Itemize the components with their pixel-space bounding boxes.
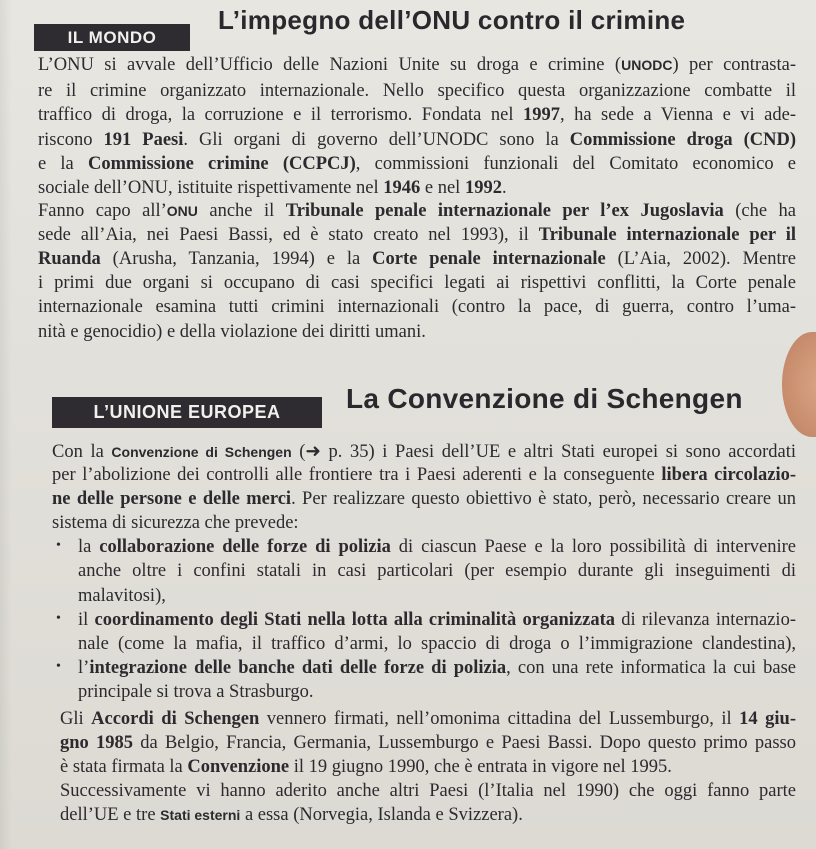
bold-term: gno 1985 <box>60 733 134 753</box>
text-run: dell’UE e tre <box>60 805 161 825</box>
text-run: i primi due organi si occupano di casi specifici legati ai rispettivi conflitti, la Corte penale <box>38 273 796 293</box>
highlight-term: ONU <box>166 203 198 219</box>
bold-term: coordinamento degli Stati nella lotta alla criminalità organizzata <box>94 610 615 630</box>
text-run: internazionale esamina tutti crimini internazionali (contro la pace, di guerra, contro l’uma- <box>38 297 796 317</box>
page-fold-shadow <box>0 0 12 849</box>
section1-line <box>38 223 796 247</box>
text-run: di rilevanza internazio- <box>614 610 796 630</box>
section1-line <box>38 53 796 77</box>
bullet-point-icon: • <box>56 611 61 626</box>
highlight-term: Convenzione di Schengen <box>111 444 292 460</box>
section2-line <box>52 487 796 511</box>
section2-line <box>60 731 796 755</box>
section-badge-unione-europea: L’UNIONE EUROPEA <box>52 397 322 428</box>
text-run: ) per contrasta- <box>672 55 797 75</box>
section-badge-il-mondo: IL MONDO <box>34 24 190 51</box>
section1-line <box>38 247 796 271</box>
text-run: , con una rete informatica la cui base <box>506 658 796 678</box>
bold-term: integrazione delle banche dati delle forze di polizia <box>89 658 507 678</box>
bold-term: 1946 <box>383 178 421 198</box>
bold-term: 1992 <box>464 178 502 198</box>
section2-line <box>78 656 796 680</box>
text-run: principale si trova a Strasburgo. <box>78 682 314 702</box>
section2-line <box>78 535 796 559</box>
text-run: Gli <box>60 709 92 729</box>
text-run: traffico di droga, la corruzione e il terrorismo. Fondata nel <box>38 105 523 125</box>
section1-line <box>38 271 796 295</box>
section1-line <box>38 295 796 319</box>
bold-term: 14 giu- <box>739 709 797 729</box>
bold-term: Convenzione <box>187 757 290 777</box>
text-run: nale (come la mafia, il traffico d’armi, lo spaccio di droga o l’immigrazione clandestina), <box>78 634 796 654</box>
section2-line <box>52 463 796 487</box>
text-run: vennero firmati, nell’omonima cittadina del Lussemburgo, il <box>259 709 740 729</box>
bullet-point-icon: • <box>56 538 61 553</box>
bold-term: 191 Paesi <box>103 130 184 150</box>
text-run: anche il <box>197 201 286 221</box>
section1-line <box>38 128 796 152</box>
section2-line <box>60 779 796 803</box>
text-run: da Belgio, Francia, Germania, Lussemburgo e Paesi Bassi. Dopo questo primo passo <box>133 733 796 753</box>
section2-line <box>60 755 672 779</box>
text-run: la <box>78 537 100 557</box>
section1-line <box>38 199 796 223</box>
text-run: l’ <box>78 658 90 678</box>
highlight-term: Stati esterni <box>160 807 241 823</box>
text-run: di ciascun Paese e la loro possibilità di intervenire <box>390 537 796 557</box>
section-title-onu: L’impegno dell’ONU contro il crimine <box>218 5 686 35</box>
bold-term: Commissione crimine (CCPCJ) <box>87 154 356 174</box>
text-run: a essa (Norvegia, Islanda e Svizzera). <box>240 805 523 825</box>
bold-term: libera circolazio- <box>661 465 796 485</box>
section2-line <box>60 803 523 827</box>
bold-term: Commissione droga (CND) <box>569 130 797 150</box>
text-run: Fanno capo all’ <box>38 201 167 221</box>
text-run: il 19 giugno 1990, che è entrata in vigore nel 1995. <box>289 757 672 777</box>
text-run: anche oltre i confini statali in casi particolari (per esempio durante gli inseguimenti di <box>78 561 796 581</box>
bullet-point-icon: • <box>56 659 61 674</box>
text-run: sede all’Aia, nei Paesi Bassi, ed è stato creato nel 1993), il <box>38 225 539 245</box>
section2-line <box>78 680 313 704</box>
text-run: sociale dell’ONU, istituite rispettivamente nel <box>38 178 384 198</box>
text-run: L’ONU si avvale dell’Ufficio delle Nazioni Unite su droga e crimine ( <box>38 55 622 75</box>
text-run: . Gli organi di governo dell’UNODC sono la <box>183 130 570 150</box>
text-run: nità e genocidio) e della violazione dei diritti umani. <box>38 322 426 342</box>
section1-line <box>38 320 426 344</box>
text-run: e la <box>38 154 88 174</box>
text-run: re il crimine organizzato internazionale. Nello specifico questa organizzazione combatte il <box>38 81 796 101</box>
text-run: per l’abolizione dei controlli alle frontiere tra i Paesi aderenti e la conseguente <box>52 465 662 485</box>
text-run: (L’Aia, 2002). Mentre <box>605 249 797 269</box>
text-run: , commissioni funzionali del Comitato economico e <box>355 154 797 174</box>
text-run: . <box>501 178 507 198</box>
section-title-schengen: La Convenzione di Schengen <box>346 383 743 414</box>
bold-term: Ruanda <box>38 249 101 269</box>
text-run: sistema di sicurezza che prevede: <box>52 513 299 533</box>
section2-line <box>78 584 166 608</box>
section2-line <box>78 632 796 656</box>
text-run: riscono <box>38 130 104 150</box>
text-run: (che ha <box>723 201 796 221</box>
section1-line <box>38 79 796 103</box>
section2-line <box>78 559 796 583</box>
bold-term: Accordi di Schengen <box>91 709 260 729</box>
bold-term: ne delle persone e delle merci <box>52 489 292 509</box>
text-run: Con la <box>52 442 112 462</box>
finger-shadow <box>782 332 816 437</box>
section2-line <box>52 511 299 535</box>
text-run: Successivamente vi hanno aderito anche altri Paesi (l’Italia nel 1990) che oggi fanno parte <box>60 781 796 801</box>
text-run: è stata firmata la <box>60 757 188 777</box>
text-run: (Arusha, Tanzania, 1994) e la <box>100 249 373 269</box>
text-run: . Per realizzare questo obiettivo è stato, però, necessario creare un <box>291 489 796 509</box>
section2-line <box>52 440 796 464</box>
bold-term: Tribunale penale internazionale per l’ex Jugoslavia <box>285 201 724 221</box>
bold-term: collaborazione delle forze di polizia <box>99 537 391 557</box>
bold-term: Corte penale internazionale <box>372 249 606 269</box>
bold-term: Tribunale internazionale per il <box>538 225 796 245</box>
section1-line <box>38 103 796 127</box>
text-run: (➜ p. 35) i Paesi dell’UE e altri Stati europei si sono accordati <box>291 442 796 462</box>
section1-line <box>38 176 507 200</box>
bold-term: 1997 <box>522 105 560 125</box>
text-run: il <box>78 610 95 630</box>
section2-line <box>78 608 796 632</box>
section2-line <box>60 707 796 731</box>
text-run: e nel <box>420 178 465 198</box>
section1-line <box>38 152 796 176</box>
text-run: malavitosi), <box>78 586 166 606</box>
highlight-term: UNODC <box>621 57 673 73</box>
text-run: , ha sede a Vienna e vi ade- <box>559 105 796 125</box>
